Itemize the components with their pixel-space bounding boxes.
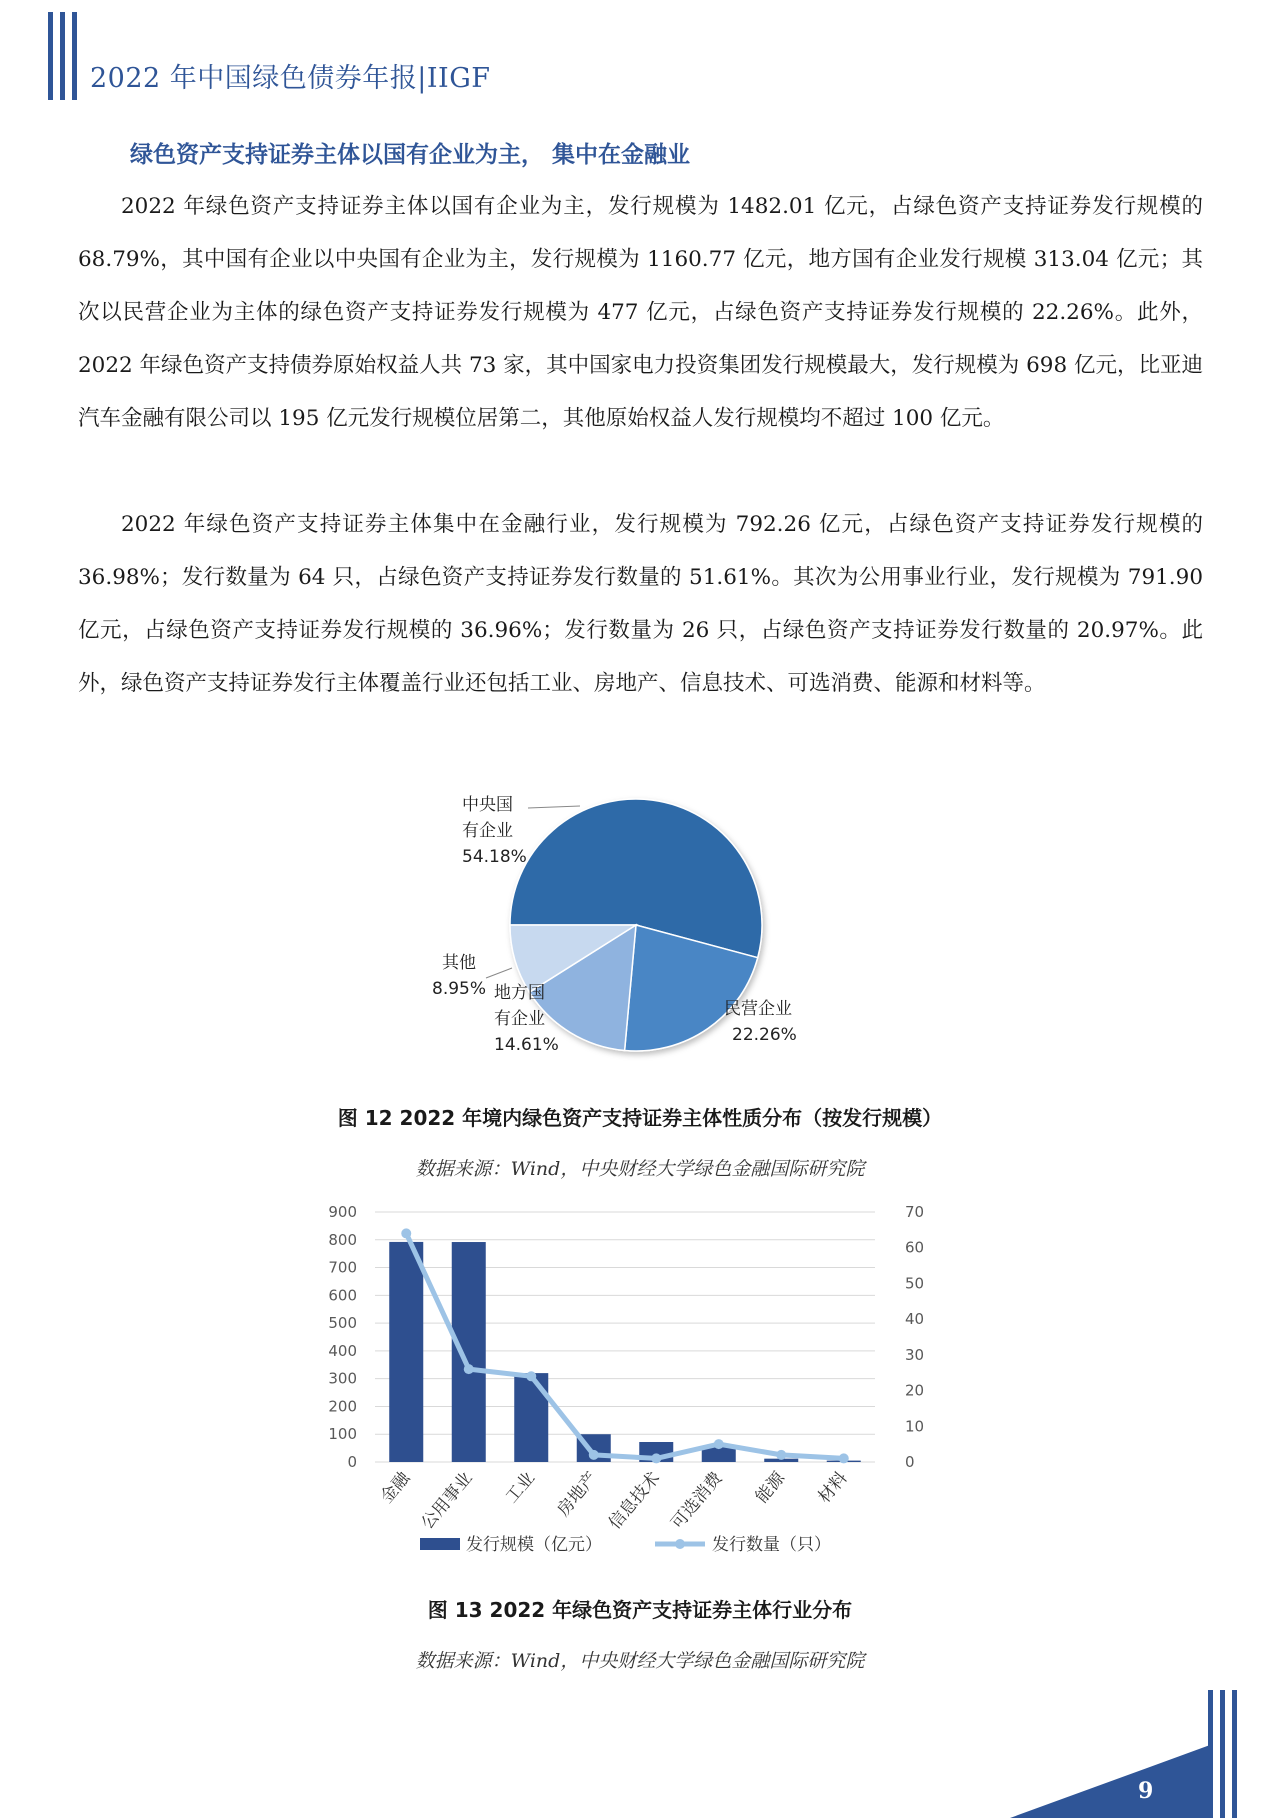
line-point-能源 (776, 1450, 786, 1460)
pie-label-name: 有企业 (462, 821, 513, 841)
y-right-tick-label: 0 (905, 1453, 915, 1471)
pie-chart-svg (0, 780, 1280, 1070)
pie-leader-line (528, 806, 580, 808)
pie-label-central-soe (462, 792, 527, 870)
section-heading: 绿色资产支持证券主体以国有企业为主， 集中在金融业 (130, 142, 691, 168)
legend-line-marker (675, 1539, 685, 1549)
legend-bar-label: 发行规模（亿元） (466, 1535, 602, 1555)
x-category-label: 信息技术 (605, 1468, 665, 1534)
bar-金融 (389, 1242, 423, 1462)
header-bar-2 (60, 12, 65, 100)
bar-工业 (514, 1373, 548, 1462)
y-right-tick-label: 50 (905, 1274, 925, 1293)
y-right-tick-label: 40 (905, 1310, 925, 1329)
footer-bar-2 (1220, 1690, 1225, 1818)
legend-bar-swatch (420, 1538, 460, 1550)
header-title: 2022 年中国绿色债券年报|IIGF (90, 63, 491, 94)
x-category-label: 金融 (376, 1468, 415, 1508)
pie-leader-line (486, 968, 512, 978)
footer-triangle (1010, 1745, 1210, 1818)
y-left-tick-label: 100 (328, 1425, 357, 1444)
footer-bar-1 (1208, 1690, 1213, 1818)
y-left-tick-label: 600 (328, 1286, 357, 1305)
pie-chart (0, 780, 1280, 1070)
x-category-label: 材料 (814, 1468, 852, 1508)
y-left-tick-label: 500 (328, 1314, 357, 1333)
line-point-工业 (526, 1371, 536, 1381)
line-point-公用事业 (464, 1364, 474, 1374)
paragraph-1: 2022 年绿色资产支持证券主体以国有企业为主，发行规模为 1482.01 亿元，占绿色资产支持证券发行规模的 68.79%，其中国有企业以中央国有企业为主，发行规模为 1160.77 亿元，地方国有企业发行规模 313.04 亿元；其次以民营企业为主体的绿色资产支持证券发行规模为 477 亿元，占绿色资产支持证券发行规模的 22.26%。此外，2022 年绿色资产支持债券原始权益人共 73 家，其中国家电力投资集团发行规模最大，发行规模为 698 亿元，比亚迪汽车金融有限公司以 195 亿元发行规模位居第二，其他原始权益人发行规模均不超过 100 亿元。 (78, 194, 1203, 431)
legend-line-label: 发行数量（只） (712, 1535, 831, 1555)
footer-bar-3 (1232, 1690, 1237, 1818)
figure-12-caption: 图 12 2022 年境内绿色资产支持证券主体性质分布（按发行规模） (337, 1106, 943, 1130)
y-right-tick-label: 20 (905, 1381, 925, 1400)
pie-label-percent: 8.95% (432, 979, 487, 999)
bar-公用事业 (452, 1242, 486, 1462)
x-category-label: 房地产 (553, 1468, 602, 1521)
y-left-tick-label: 700 (328, 1258, 357, 1277)
pie-label-private (724, 996, 797, 1048)
pie-label-other (432, 950, 486, 1002)
pie-label-name: 中央国 (462, 795, 513, 815)
bar-line-chart-svg (0, 1192, 1280, 1562)
x-category-label: 可选消费 (667, 1468, 727, 1534)
pie-label-name: 有企业 (494, 1009, 545, 1029)
pie-label-name: 民营企业 (724, 999, 792, 1019)
line-point-材料 (839, 1453, 849, 1463)
pie-label-name: 其他 (442, 953, 476, 973)
paragraph-2: 2022 年绿色资产支持证券主体集中在金融行业，发行规模为 792.26 亿元，占绿色资产支持证券发行规模的 36.98%；发行数量为 64 只，占绿色资产支持证券发行数量的 51.61%。其次为公用事业行业，发行规模为 791.90 亿元，占绿色资产支持证券发行规模的 36.96%；发行数量为 26 只，占绿色资产支持证券发行数量的 20.97%。此外，绿色资产支持证券发行主体覆盖行业还包括工业、房地产、信息技术、可选消费、能源和材料等。 (78, 512, 1203, 696)
header-bar-1 (48, 12, 53, 100)
y-left-tick-label: 0 (347, 1453, 357, 1471)
y-left-tick-label: 400 (328, 1341, 357, 1360)
x-category-label: 能源 (751, 1468, 790, 1508)
y-left-tick-label: 800 (328, 1230, 357, 1249)
figure-13-source: 数据来源：Wind，中央财经大学绿色金融国际研究院 (415, 1650, 865, 1672)
y-left-tick-label: 300 (328, 1369, 357, 1388)
x-category-label: 工业 (501, 1468, 540, 1508)
line-point-金融 (401, 1228, 411, 1238)
line-point-可选消费 (714, 1439, 724, 1449)
pie-label-local-soe (494, 980, 559, 1058)
y-right-tick-label: 30 (905, 1345, 925, 1364)
figure-12-source: 数据来源：Wind，中央财经大学绿色金融国际研究院 (415, 1158, 865, 1180)
pie-label-percent: 54.18% (462, 847, 527, 867)
y-right-tick-label: 70 (905, 1203, 925, 1221)
pie-label-percent: 22.26% (732, 1025, 797, 1045)
header-bar-3 (72, 12, 77, 100)
bar-line-chart (0, 1192, 1280, 1562)
pie-label-percent: 14.61% (494, 1035, 559, 1055)
y-left-tick-label: 200 (328, 1397, 357, 1416)
y-right-tick-label: 10 (905, 1417, 925, 1436)
y-right-tick-label: 60 (905, 1238, 925, 1257)
figure-13-caption: 图 13 2022 年绿色资产支持证券主体行业分布 (427, 1598, 853, 1622)
x-category-label: 公用事业 (417, 1468, 477, 1534)
y-left-tick-label: 900 (328, 1203, 357, 1221)
page-number: 9 (1138, 1778, 1154, 1804)
pie-label-name: 地方国 (494, 983, 545, 1003)
line-point-房地产 (589, 1450, 599, 1460)
line-point-信息技术 (651, 1453, 661, 1463)
